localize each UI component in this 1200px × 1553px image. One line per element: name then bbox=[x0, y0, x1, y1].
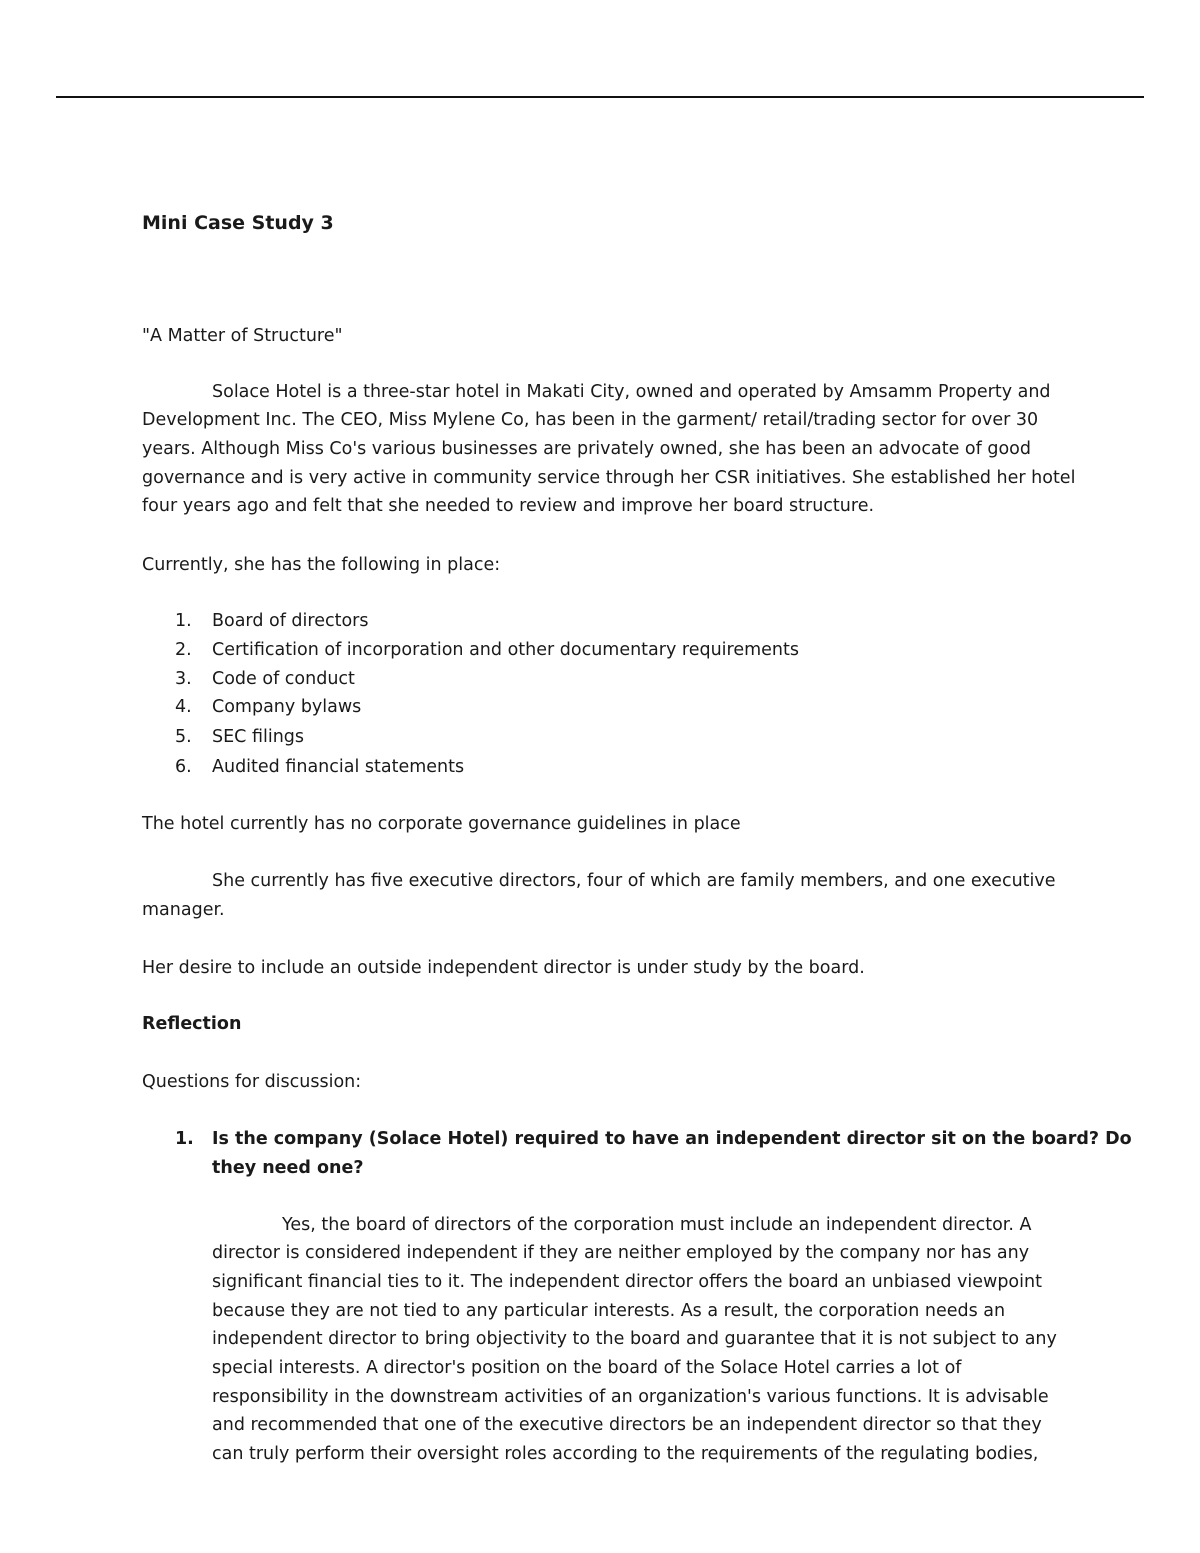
list-number: 1. bbox=[175, 611, 192, 631]
directors-line: She currently has five executive directors, four of which are family members, and one executive bbox=[212, 871, 1056, 891]
currently-text: Currently, she has the following in place: bbox=[142, 555, 501, 575]
list-number: 4. bbox=[175, 697, 192, 717]
question-line: they need one? bbox=[212, 1158, 364, 1178]
answer-line: special interests. A director's position on the board of the Solace Hotel carries a lot of bbox=[212, 1358, 962, 1378]
list-text: Audited financial statements bbox=[212, 757, 465, 777]
list-text: SEC filings bbox=[212, 727, 305, 747]
list-number: 5. bbox=[175, 727, 192, 747]
answer-line: Yes, the board of directors of the corporation must include an independent director. A bbox=[282, 1215, 1032, 1235]
case-title: "A Matter of Structure" bbox=[142, 326, 343, 346]
list-text: Board of directors bbox=[212, 611, 369, 631]
list-text: Certification of incorporation and other documentary requirements bbox=[212, 640, 799, 660]
answer-line: significant financial ties to it. The independent director offers the board an unbiased viewpoint bbox=[212, 1272, 1042, 1292]
intro-line: four years ago and felt that she needed to review and improve her board structure. bbox=[142, 496, 875, 516]
list-number: 3. bbox=[175, 669, 192, 689]
answer-line: can truly perform their oversight roles according to the requirements of the regulating bodies, bbox=[212, 1444, 1039, 1464]
answer-line: director is considered independent if they are neither employed by the company nor has any bbox=[212, 1243, 1030, 1263]
intro-line: Development Inc. The CEO, Miss Mylene Co, has been in the garment/ retail/trading sector for over 30 bbox=[142, 410, 1039, 430]
answer-line: because they are not tied to any particular interests. As a result, the corporation needs an bbox=[212, 1301, 1006, 1321]
list-text: Company bylaws bbox=[212, 697, 362, 717]
list-number: 6. bbox=[175, 757, 192, 777]
question-number: 1. bbox=[175, 1129, 194, 1149]
intro-line: years. Although Miss Co's various businesses are privately owned, she has been an advocate of good bbox=[142, 439, 1031, 459]
desire-text: Her desire to include an outside independent director is under study by the board. bbox=[142, 958, 865, 978]
directors-line: manager. bbox=[142, 900, 225, 920]
list-text: Code of conduct bbox=[212, 669, 355, 689]
intro-line: governance and is very active in community service through her CSR initiatives. She established her hotel bbox=[142, 468, 1076, 488]
question-line: Is the company (Solace Hotel) required to have an independent director sit on the board? Do bbox=[212, 1129, 1132, 1149]
header-rule bbox=[56, 96, 1144, 98]
answer-line: responsibility in the downstream activities of an organization's various functions. It is advisable bbox=[212, 1387, 1049, 1407]
reflection-heading: Reflection bbox=[142, 1014, 242, 1034]
page-title: Mini Case Study 3 bbox=[142, 212, 334, 234]
intro-line: Solace Hotel is a three-star hotel in Makati City, owned and operated by Amsamm Property and bbox=[212, 382, 1051, 402]
questions-label: Questions for discussion: bbox=[142, 1072, 362, 1092]
list-number: 2. bbox=[175, 640, 192, 660]
answer-line: independent director to bring objectivity to the board and guarantee that it is not subject to any bbox=[212, 1329, 1057, 1349]
answer-line: and recommended that one of the executive directors be an independent director so that they bbox=[212, 1415, 1042, 1435]
no-guidelines-text: The hotel currently has no corporate governance guidelines in place bbox=[142, 814, 741, 834]
